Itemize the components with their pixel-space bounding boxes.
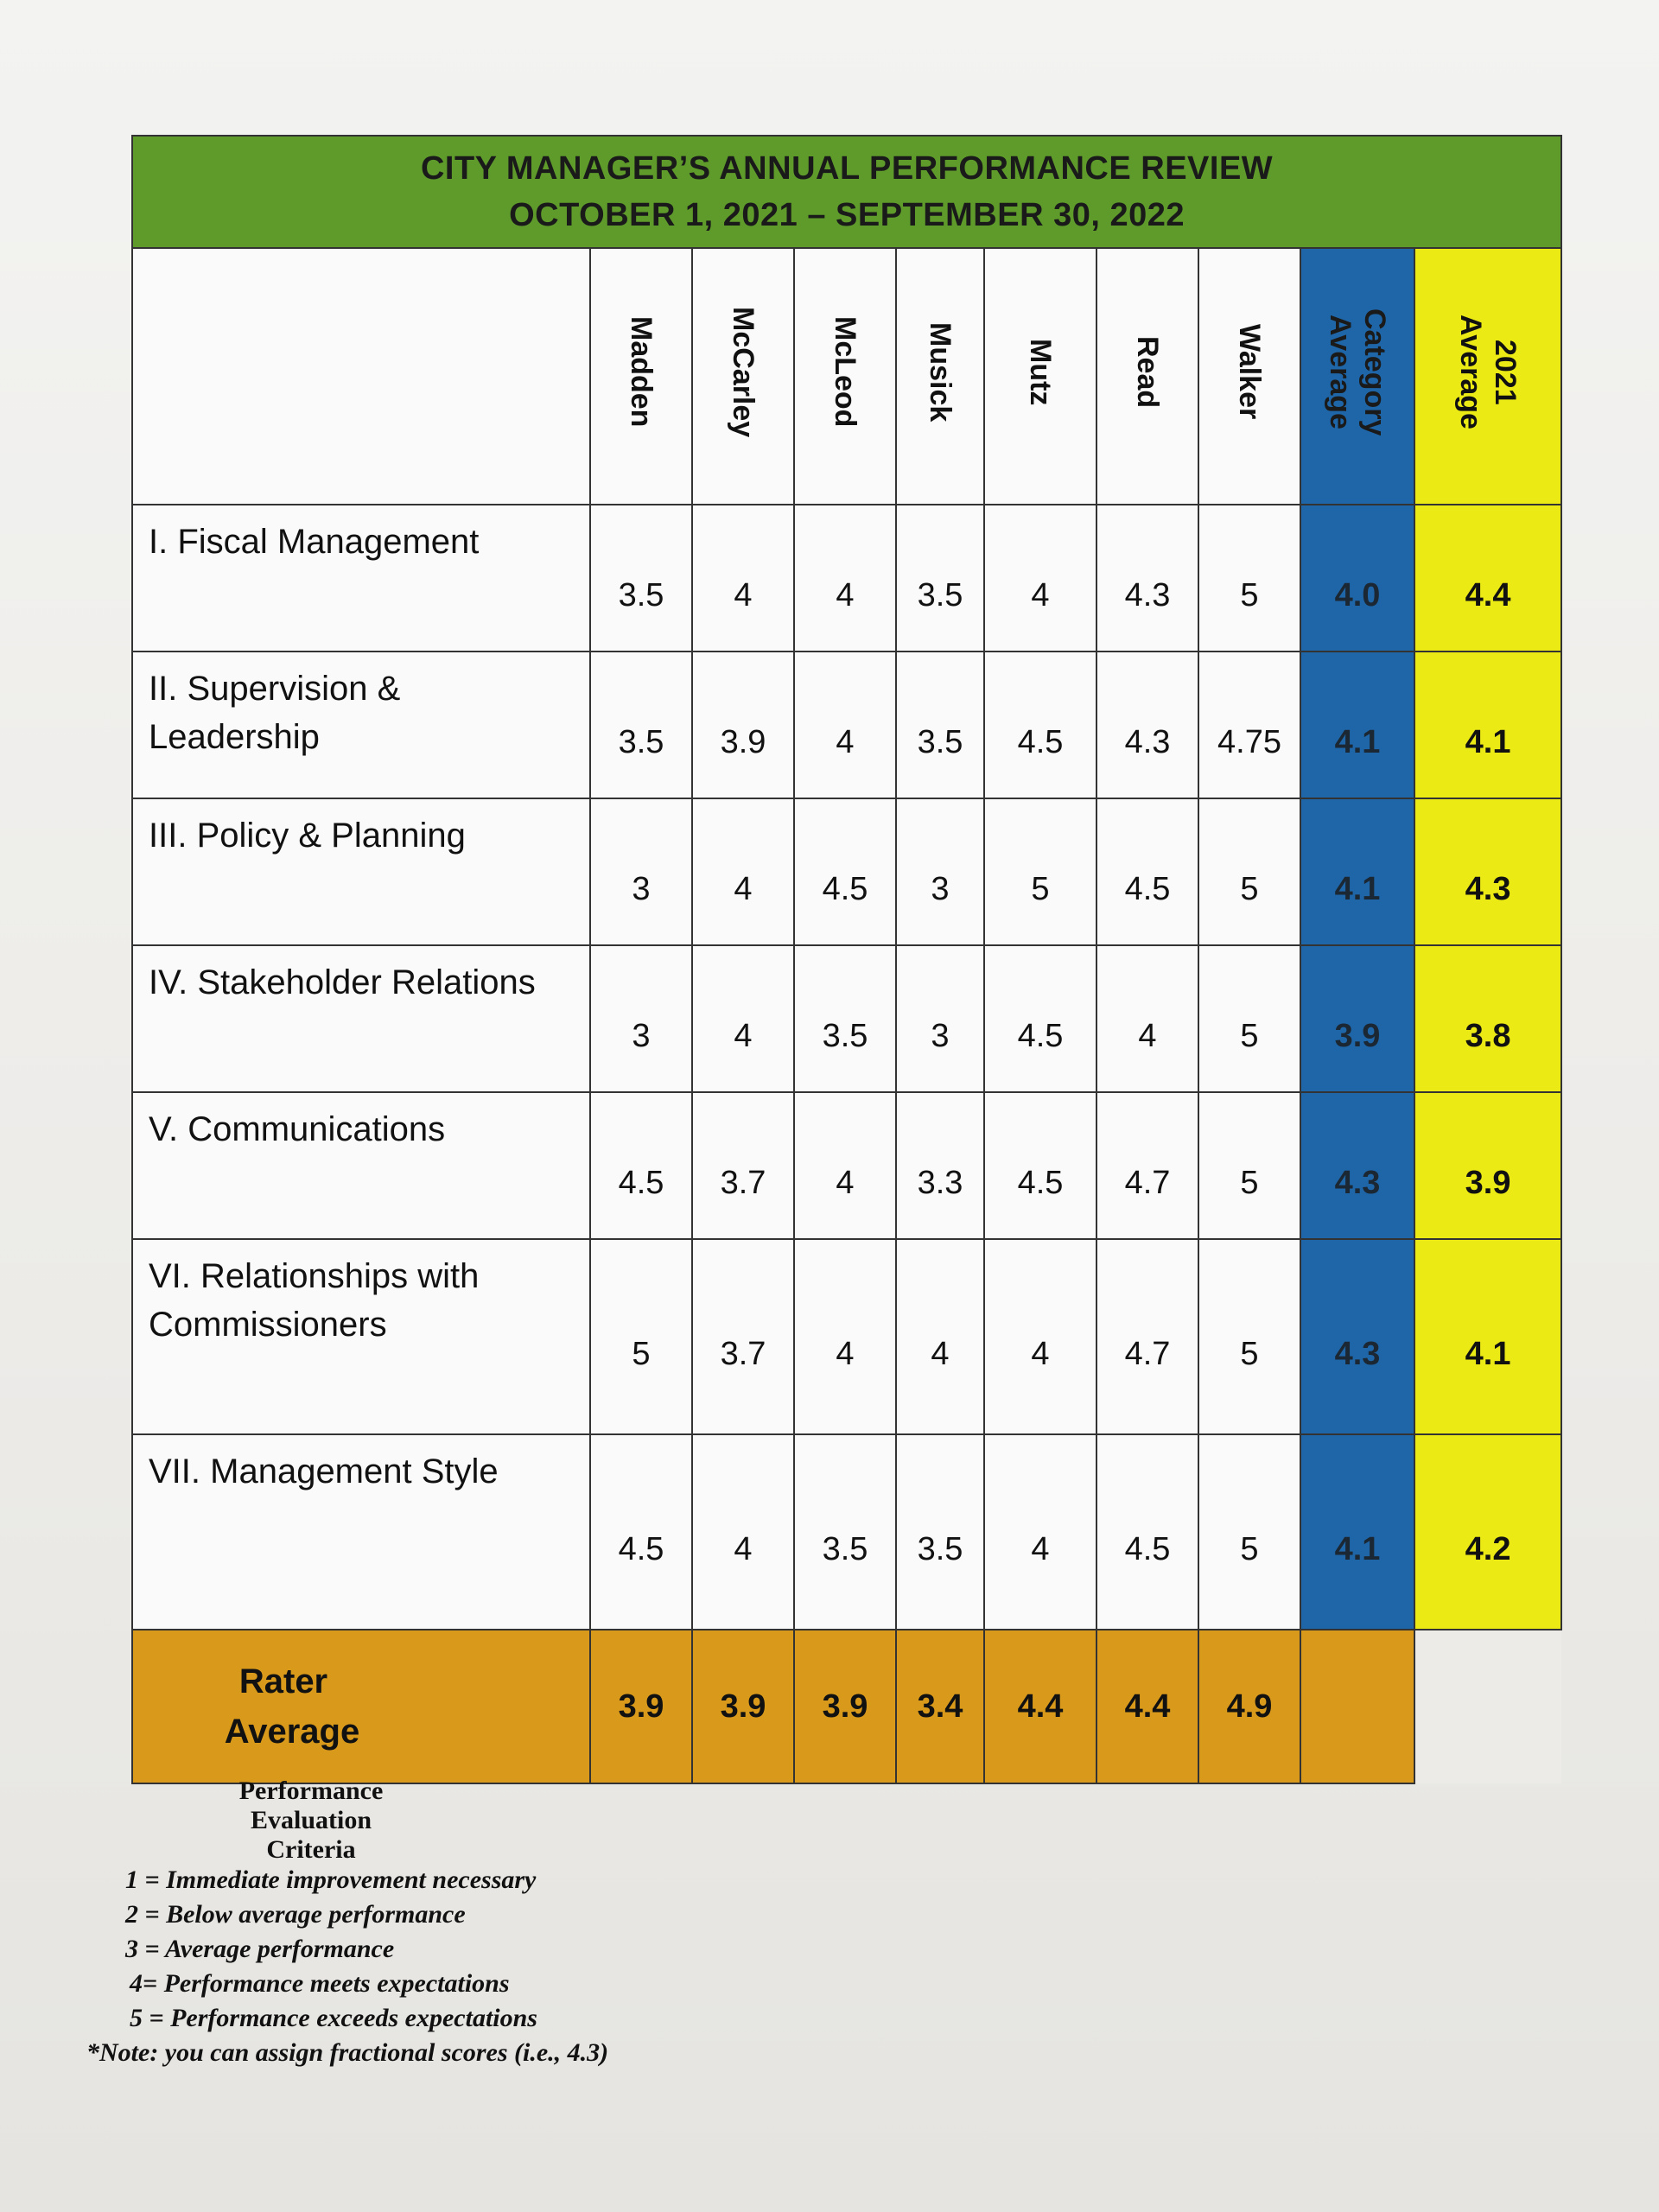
avg-2021-cell: 4.1 bbox=[1414, 652, 1561, 798]
score-cell: 5 bbox=[1198, 505, 1300, 652]
category-average-cell: 4.3 bbox=[1300, 1239, 1414, 1434]
rater-average-row bbox=[132, 1630, 1561, 1783]
score-cell: 3.7 bbox=[692, 1239, 794, 1434]
rater-average-madden: 3.9 bbox=[590, 1630, 692, 1783]
score-cell: 3.5 bbox=[896, 652, 984, 798]
rater-header-mccarley: McCarley bbox=[692, 248, 794, 505]
avg-2021-cell: 4.4 bbox=[1414, 505, 1561, 652]
legend-heading: Performance Evaluation Criteria bbox=[238, 1777, 384, 1864]
title-line-2: OCTOBER 1, 2021 – SEPTEMBER 30, 2022 bbox=[509, 197, 1185, 233]
avg-2021-header: 2021 Average bbox=[1414, 248, 1561, 505]
avg-2021-cell: 4.3 bbox=[1414, 798, 1561, 945]
rater-average-mutz: 4.4 bbox=[984, 1630, 1096, 1783]
score-cell: 5 bbox=[984, 798, 1096, 945]
category-average-cell: 4.3 bbox=[1300, 1092, 1414, 1239]
rater-average-read: 4.4 bbox=[1096, 1630, 1198, 1783]
category-average-cell: 3.9 bbox=[1300, 945, 1414, 1092]
category-label: V. Communications bbox=[132, 1092, 590, 1239]
score-cell: 5 bbox=[1198, 945, 1300, 1092]
legend-item-1: 1 = Immediate improvement necessary bbox=[125, 1866, 537, 1894]
score-cell: 5 bbox=[590, 1239, 692, 1434]
category-average-cell: 4.1 bbox=[1300, 798, 1414, 945]
score-cell: 4.7 bbox=[1096, 1092, 1198, 1239]
score-cell: 4 bbox=[1096, 945, 1198, 1092]
score-cell: 3.7 bbox=[692, 1092, 794, 1239]
legend-note: *Note: you can assign fractional scores (i.e., 4.3) bbox=[86, 2038, 609, 2067]
score-cell: 4 bbox=[984, 1434, 1096, 1630]
score-cell: 3.5 bbox=[590, 505, 692, 652]
legend-item-5: 5 = Performance exceeds expectations bbox=[130, 2004, 537, 2032]
avg-2021-cell: 4.2 bbox=[1414, 1434, 1561, 1630]
title-line-1: CITY MANAGER’S ANNUAL PERFORMANCE REVIEW bbox=[420, 150, 1274, 187]
category-label: VI. Relationships with Commissioners bbox=[132, 1239, 590, 1434]
score-cell: 3.5 bbox=[794, 945, 896, 1092]
category-rows bbox=[132, 505, 1561, 1630]
score-cell: 4.5 bbox=[590, 1434, 692, 1630]
score-cell: 3 bbox=[896, 798, 984, 945]
avg-2021-cell: 3.9 bbox=[1414, 1092, 1561, 1239]
rater-average-mccarley: 3.9 bbox=[692, 1630, 794, 1783]
legend-item-3: 3 = Average performance bbox=[125, 1935, 395, 1963]
rater-header-mcleod: McLeod bbox=[794, 248, 896, 505]
score-cell: 5 bbox=[1198, 1434, 1300, 1630]
category-average-cell: 4.1 bbox=[1300, 1434, 1414, 1630]
score-cell: 5 bbox=[1198, 1092, 1300, 1239]
category-label: III. Policy & Planning bbox=[132, 798, 590, 945]
category-row bbox=[132, 945, 1561, 1092]
score-cell: 4 bbox=[692, 945, 794, 1092]
rater-header-musick: Musick bbox=[896, 248, 984, 505]
score-cell: 4 bbox=[794, 652, 896, 798]
score-cell: 4.5 bbox=[984, 1092, 1096, 1239]
rater-average-label: Rater Average bbox=[132, 1630, 590, 1783]
score-cell: 4.5 bbox=[984, 652, 1096, 798]
category-label: I. Fiscal Management bbox=[132, 505, 590, 652]
category-average-cell: 4.1 bbox=[1300, 652, 1414, 798]
category-row bbox=[132, 505, 1561, 652]
category-average-cell: 4.0 bbox=[1300, 505, 1414, 652]
rater-header-madden: Madden bbox=[590, 248, 692, 505]
rater-average-blank bbox=[1300, 1630, 1414, 1783]
score-cell: 4 bbox=[794, 1092, 896, 1239]
rater-header-mutz: Mutz bbox=[984, 248, 1096, 505]
avg-2021-cell: 4.1 bbox=[1414, 1239, 1561, 1434]
score-cell: 3 bbox=[896, 945, 984, 1092]
score-cell: 3.5 bbox=[896, 505, 984, 652]
performance-review-table bbox=[131, 135, 1562, 1784]
score-cell: 4 bbox=[794, 505, 896, 652]
category-average-header: Category Average bbox=[1300, 248, 1414, 505]
score-cell: 3 bbox=[590, 798, 692, 945]
score-cell: 4.3 bbox=[1096, 652, 1198, 798]
header-blank-cell bbox=[132, 248, 590, 505]
score-cell: 4 bbox=[794, 1239, 896, 1434]
score-cell: 3.5 bbox=[794, 1434, 896, 1630]
score-cell: 4 bbox=[692, 1434, 794, 1630]
legend-item-4: 4= Performance meets expectations bbox=[130, 1969, 510, 1998]
score-cell: 4.5 bbox=[1096, 798, 1198, 945]
score-cell: 3.9 bbox=[692, 652, 794, 798]
score-cell: 5 bbox=[1198, 798, 1300, 945]
score-cell: 4.5 bbox=[590, 1092, 692, 1239]
score-cell: 4 bbox=[984, 505, 1096, 652]
category-label: IV. Stakeholder Relations bbox=[132, 945, 590, 1092]
score-cell: 4 bbox=[984, 1239, 1096, 1434]
rater-average-walker: 4.9 bbox=[1198, 1630, 1300, 1783]
avg-2021-cell: 3.8 bbox=[1414, 945, 1561, 1092]
score-cell: 4 bbox=[896, 1239, 984, 1434]
score-cell: 4.3 bbox=[1096, 505, 1198, 652]
score-cell: 4.5 bbox=[1096, 1434, 1198, 1630]
table-title bbox=[132, 136, 1561, 248]
score-cell: 3.5 bbox=[590, 652, 692, 798]
category-row bbox=[132, 1239, 1561, 1434]
score-cell: 5 bbox=[1198, 1239, 1300, 1434]
score-cell: 4.7 bbox=[1096, 1239, 1198, 1434]
rater-average-musick: 3.4 bbox=[896, 1630, 984, 1783]
score-cell: 4 bbox=[692, 505, 794, 652]
category-label: VII. Management Style bbox=[132, 1434, 590, 1630]
legend-item-2: 2 = Below average performance bbox=[125, 1900, 466, 1929]
rater-header-read: Read bbox=[1096, 248, 1198, 505]
score-cell: 3.3 bbox=[896, 1092, 984, 1239]
category-row bbox=[132, 652, 1561, 798]
category-row bbox=[132, 1092, 1561, 1239]
rater-header-walker: Walker bbox=[1198, 248, 1300, 505]
score-cell: 4.5 bbox=[794, 798, 896, 945]
score-cell: 4.5 bbox=[984, 945, 1096, 1092]
legend-items bbox=[86, 1863, 608, 2070]
score-cell: 4 bbox=[692, 798, 794, 945]
rater-average-mcleod: 3.9 bbox=[794, 1630, 896, 1783]
score-cell: 3 bbox=[590, 945, 692, 1092]
rater-average-outside bbox=[1414, 1630, 1561, 1783]
category-label: II. Supervision & Leadership bbox=[132, 652, 590, 798]
score-cell: 4.75 bbox=[1198, 652, 1300, 798]
score-cell: 3.5 bbox=[896, 1434, 984, 1630]
category-row bbox=[132, 798, 1561, 945]
category-row bbox=[132, 1434, 1561, 1630]
